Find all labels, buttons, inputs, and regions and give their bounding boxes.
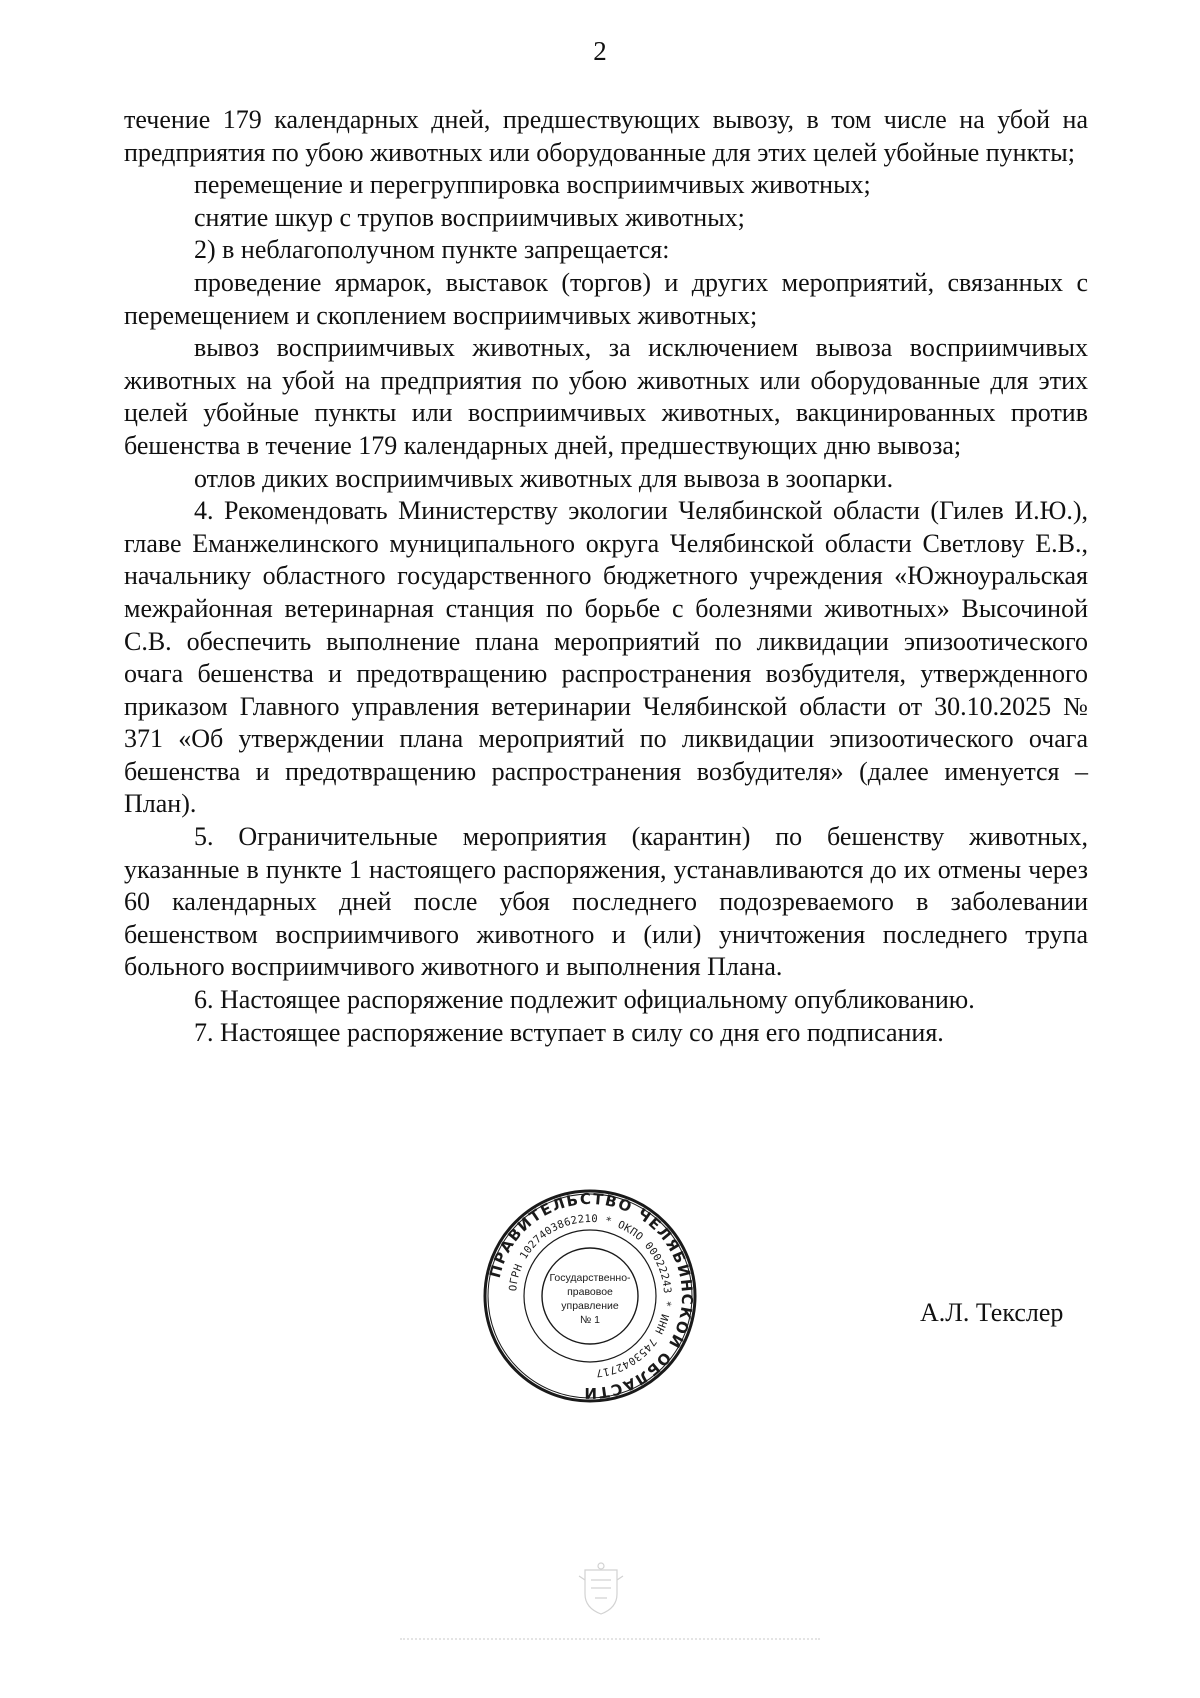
document-body [124,104,1088,1049]
seal-ring-text: ОГРН 1027403862210 * ОКПО 00022243 * ИНН 7453042717 [507,1212,674,1379]
paragraph-item-7: 7. Настоящее распоряжение вступает в силу со дня его подписания. [194,1017,944,1047]
paragraph: перемещение и перегруппировка восприимчивых животных; [194,170,871,200]
paragraph: снятие шкур с трупов восприимчивых животных; [194,202,745,232]
paragraph-item-5: 5. Ограничительные мероприятия (карантин) по бешенству животных, указанные в пункте 1 настоящего распоряжения, устанавливаются до их отмены через 60 календарных дней после убоя последнего подозреваемого в заболевании бешенством восприимчивого животного и (или) уничтожения последнего трупа больного восприимчивого животного и выполнения Плана. [124,822,1088,982]
paragraph: отлов диких восприимчивых животных для вывоза в зоопарки. [194,463,894,493]
paragraph-item-6: 6. Настоящее распоряжение подлежит официальному опубликованию. [194,985,975,1015]
coat-of-arms-icon [577,1560,625,1616]
page-number: 2 [593,36,607,66]
seal-center-line: управление [561,1300,619,1312]
paragraph: 2) в неблагополучном пункте запрещается: [194,235,670,265]
footer-faint-text [400,1628,820,1640]
paragraph-item-4: 4. Рекомендовать Министерству экологии Челябинской области (Гилев И.Ю.), главе Еманжелинского муниципального округа Челябинской области Светлову Е.В., начальнику областного государственного бюджетного учреждения «Южноуральская межрайонная ветеринарная станция по борьбе с болезнями животных» Высочиной С.В. обеспечить выполнение плана мероприятий по ликвидации эпизоотического очага бешенства и предотвращению распространения возбудителя, утвержденного приказом Главного управления ветеринарии Челябинской области от 30.10.2025 № 371 «Об утверждении плана мероприятий по ликвидации эпизоотического очага бешенства и предотвращению распространения возбудителя» (далее именуется – План). [124,496,1088,819]
seal-center-line: № 1 [579,1314,601,1326]
signer-name: А.Л. Текслер [920,1298,1064,1327]
seal-outer-text: ПРАВИТЕЛЬСТВО ЧЕЛЯБИНСКОЙ ОБЛАСТИ [485,1189,697,1403]
official-seal [482,1188,698,1404]
paragraph: проведение ярмарок, выставок (торгов) и других мероприятий, связанных с перемещением и скоплением восприимчивых животных; [124,267,1088,330]
seal-center-line: правовое [567,1286,613,1298]
seal-center-line: Государственно- [549,1272,631,1284]
paragraph: течение 179 календарных дней, предшествующих вывозу, в том числе на убой на предприятия по убою животных или оборудованные для этих целей убойные пункты; [124,105,1088,167]
paragraph: вывоз восприимчивых животных, за исключением вывоза восприимчивых животных на убой на предприятия по убою животных или оборудованные для этих целей убойные пункты или восприимчивых животных, вакцинированных против бешенства в течение 179 календарных дней, предшествующих дню вывоза; [124,333,1088,460]
